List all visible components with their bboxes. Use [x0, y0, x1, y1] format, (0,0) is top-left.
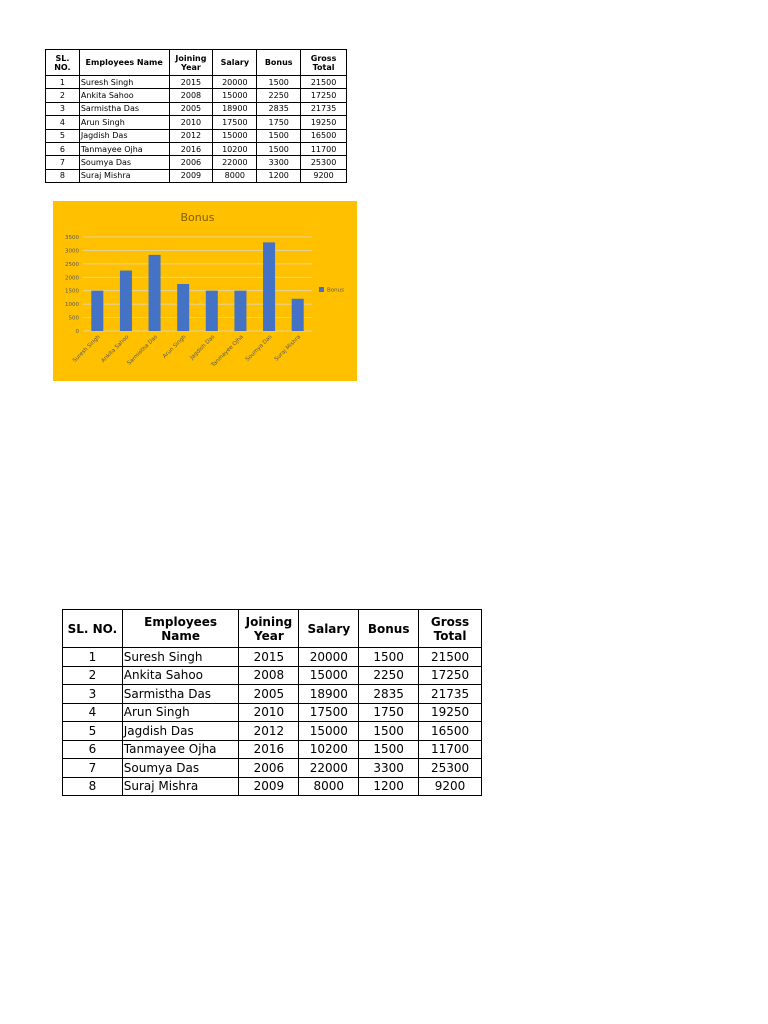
cell-sl-no: 1 — [63, 648, 123, 667]
cell-joining-year: 2008 — [169, 89, 213, 102]
employee-table-small — [45, 49, 347, 183]
y-tick-label: 2500 — [65, 261, 79, 268]
cell-salary: 15000 — [299, 666, 359, 685]
cell-employee-name: Suraj Mishra — [79, 169, 169, 182]
table-row — [46, 89, 347, 102]
cell-salary: 20000 — [299, 648, 359, 667]
table-row — [46, 76, 347, 89]
header-joining-year: Joining Year — [169, 50, 213, 76]
cell-bonus: 1500 — [359, 740, 419, 759]
bar-suresh-singh — [91, 291, 103, 331]
cell-joining-year: 2008 — [239, 666, 299, 685]
cell-gross-total: 21500 — [419, 648, 482, 667]
table-header-row — [46, 50, 347, 76]
bar-arun-singh — [177, 284, 189, 331]
table-row — [63, 777, 482, 796]
cell-gross-total: 11700 — [301, 142, 347, 155]
cell-salary: 10200 — [213, 142, 257, 155]
y-tick-label: 0 — [75, 329, 79, 335]
cell-employee-name: Sarmistha Das — [79, 102, 169, 115]
cell-employee-name: Arun Singh — [79, 116, 169, 129]
bar-jagdish-das — [206, 291, 218, 331]
cell-joining-year: 2009 — [169, 169, 213, 182]
x-tick-label: Soumya Das — [244, 334, 274, 363]
table-header-row — [63, 610, 482, 648]
cell-gross-total: 21500 — [301, 76, 347, 89]
cell-sl-no: 4 — [46, 116, 80, 129]
bar-suraj-mishra — [292, 299, 304, 331]
cell-gross-total: 21735 — [419, 685, 482, 704]
cell-bonus: 2250 — [359, 666, 419, 685]
cell-salary: 8000 — [299, 777, 359, 796]
cell-employee-name: Suresh Singh — [79, 76, 169, 89]
cell-salary: 15000 — [213, 89, 257, 102]
cell-joining-year: 2005 — [169, 102, 213, 115]
table-row — [46, 116, 347, 129]
cell-sl-no: 2 — [46, 89, 80, 102]
cell-gross-total: 19250 — [301, 116, 347, 129]
cell-salary: 18900 — [213, 102, 257, 115]
header-bonus: Bonus — [359, 610, 419, 648]
header-gross-total: Gross Total — [419, 610, 482, 648]
bar-tanmayee-ojha — [234, 291, 246, 331]
y-tick-label: 3000 — [65, 248, 79, 255]
header-employees-name: Employees Name — [122, 610, 239, 648]
bonus-chart-svg — [53, 201, 357, 381]
cell-joining-year: 2015 — [239, 648, 299, 667]
table-row — [63, 666, 482, 685]
cell-employee-name: Jagdish Das — [122, 722, 239, 741]
table-row — [63, 648, 482, 667]
cell-salary: 10200 — [299, 740, 359, 759]
employee-table-large — [62, 609, 482, 796]
cell-gross-total: 17250 — [301, 89, 347, 102]
cell-salary: 22000 — [299, 759, 359, 778]
table-row — [63, 722, 482, 741]
cell-joining-year: 2006 — [169, 156, 213, 169]
cell-employee-name: Soumya Das — [122, 759, 239, 778]
cell-gross-total: 19250 — [419, 703, 482, 722]
table-row — [46, 156, 347, 169]
cell-bonus: 1200 — [359, 777, 419, 796]
cell-sl-no: 6 — [63, 740, 123, 759]
header-salary: Salary — [299, 610, 359, 648]
header-joining-year: Joining Year — [239, 610, 299, 648]
cell-salary: 17500 — [299, 703, 359, 722]
cell-bonus: 1750 — [257, 116, 301, 129]
cell-sl-no: 5 — [46, 129, 80, 142]
cell-salary: 8000 — [213, 169, 257, 182]
cell-bonus: 2835 — [257, 102, 301, 115]
table-row — [63, 740, 482, 759]
cell-employee-name: Suresh Singh — [122, 648, 239, 667]
cell-joining-year: 2012 — [169, 129, 213, 142]
x-tick-label: Suraj Mishra — [273, 334, 303, 363]
table-row — [63, 759, 482, 778]
cell-employee-name: Sarmistha Das — [122, 685, 239, 704]
cell-salary: 20000 — [213, 76, 257, 89]
cell-salary: 15000 — [299, 722, 359, 741]
x-tick-label: Arun Singh — [161, 334, 188, 360]
y-tick-label: 2000 — [65, 275, 79, 282]
cell-bonus: 1500 — [359, 648, 419, 667]
table-row — [46, 142, 347, 155]
cell-employee-name: Ankita Sahoo — [79, 89, 169, 102]
y-tick-label: 1000 — [65, 302, 79, 309]
bar-soumya-das — [263, 242, 275, 331]
cell-joining-year: 2012 — [239, 722, 299, 741]
cell-sl-no: 5 — [63, 722, 123, 741]
cell-sl-no: 1 — [46, 76, 80, 89]
x-tick-label: Ankita Sahoo — [100, 334, 131, 365]
bar-ankita-sahoo — [120, 271, 132, 331]
cell-gross-total: 17250 — [419, 666, 482, 685]
cell-sl-no: 6 — [46, 142, 80, 155]
cell-gross-total: 9200 — [301, 169, 347, 182]
cell-gross-total: 25300 — [419, 759, 482, 778]
bar-sarmistha-das — [149, 255, 161, 331]
cell-joining-year: 2009 — [239, 777, 299, 796]
cell-salary: 17500 — [213, 116, 257, 129]
cell-sl-no: 8 — [46, 169, 80, 182]
cell-bonus: 2250 — [257, 89, 301, 102]
cell-sl-no: 3 — [63, 685, 123, 704]
cell-bonus: 1500 — [257, 129, 301, 142]
y-tick-label: 500 — [68, 315, 79, 322]
cell-joining-year: 2016 — [169, 142, 213, 155]
header-bonus: Bonus — [257, 50, 301, 76]
cell-salary: 22000 — [213, 156, 257, 169]
cell-joining-year: 2006 — [239, 759, 299, 778]
cell-sl-no: 3 — [46, 102, 80, 115]
cell-gross-total: 16500 — [301, 129, 347, 142]
bonus-chart — [53, 201, 357, 381]
cell-employee-name: Suraj Mishra — [122, 777, 239, 796]
cell-joining-year: 2010 — [169, 116, 213, 129]
cell-joining-year: 2015 — [169, 76, 213, 89]
cell-gross-total: 16500 — [419, 722, 482, 741]
y-tick-label: 3500 — [65, 235, 79, 241]
header-employees-name: Employees Name — [79, 50, 169, 76]
cell-joining-year: 2016 — [239, 740, 299, 759]
cell-gross-total: 25300 — [301, 156, 347, 169]
table-row — [46, 129, 347, 142]
cell-employee-name: Tanmayee Ojha — [122, 740, 239, 759]
header-gross-total: Gross Total — [301, 50, 347, 76]
cell-gross-total: 21735 — [301, 102, 347, 115]
cell-employee-name: Ankita Sahoo — [122, 666, 239, 685]
cell-bonus: 2835 — [359, 685, 419, 704]
cell-bonus: 3300 — [257, 156, 301, 169]
cell-bonus: 1500 — [359, 722, 419, 741]
cell-gross-total: 11700 — [419, 740, 482, 759]
cell-salary: 15000 — [213, 129, 257, 142]
table-row — [46, 169, 347, 182]
header-sl-no: SL. NO. — [46, 50, 80, 76]
cell-joining-year: 2010 — [239, 703, 299, 722]
chart-title: Bonus — [180, 211, 215, 224]
cell-bonus: 1200 — [257, 169, 301, 182]
cell-joining-year: 2005 — [239, 685, 299, 704]
header-sl-no: SL. NO. — [63, 610, 123, 648]
legend-label: Bonus — [327, 287, 344, 294]
table-row — [63, 703, 482, 722]
cell-sl-no: 7 — [46, 156, 80, 169]
cell-sl-no: 2 — [63, 666, 123, 685]
cell-employee-name: Soumya Das — [79, 156, 169, 169]
cell-salary: 18900 — [299, 685, 359, 704]
x-tick-label: Jagdish Das — [189, 334, 217, 362]
cell-employee-name: Tanmayee Ojha — [79, 142, 169, 155]
cell-bonus: 1750 — [359, 703, 419, 722]
cell-employee-name: Arun Singh — [122, 703, 239, 722]
cell-sl-no: 7 — [63, 759, 123, 778]
legend-swatch — [319, 287, 324, 292]
table-row — [63, 685, 482, 704]
x-tick-label: Suresh Singh — [71, 334, 102, 364]
cell-sl-no: 4 — [63, 703, 123, 722]
x-tick-label: Tanmayee Ojha — [210, 334, 245, 369]
header-salary: Salary — [213, 50, 257, 76]
cell-bonus: 3300 — [359, 759, 419, 778]
cell-gross-total: 9200 — [419, 777, 482, 796]
x-tick-label: Sarmistha Das — [126, 334, 159, 367]
cell-bonus: 1500 — [257, 142, 301, 155]
cell-employee-name: Jagdish Das — [79, 129, 169, 142]
cell-sl-no: 8 — [63, 777, 123, 796]
y-tick-label: 1500 — [65, 288, 79, 295]
table-row — [46, 102, 347, 115]
cell-bonus: 1500 — [257, 76, 301, 89]
